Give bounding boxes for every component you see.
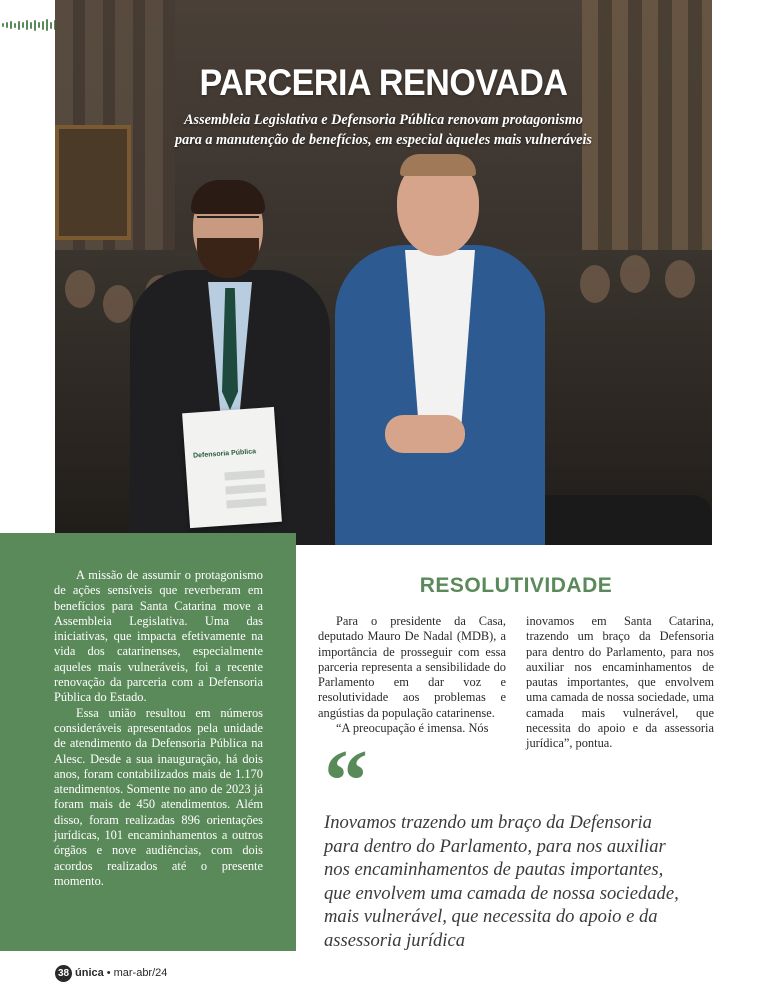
section-heading: RESOLUTIVIDADE [419,574,613,597]
magazine-brand: única [75,967,104,979]
article-paragraph: inovamos em Santa Catarina, trazendo um braço da Defensoria para dentro do Parlamento, para nos auxiliar nos encaminhamentos de pautas importantes, que envolvem uma camada de nossa sociedade, uma camada mais vulnerável, que necessita do apoio e da assessoria jurídica”, pontua. [526,614,714,751]
article-subtitle: Assembleia Legislativa e Defensoria Pública renovam protagonismo para a manutenção de benefícios, em especial àqueles mais vulneráveis [175,112,592,148]
page-footer [55,965,167,981]
quote-icon: “ [324,733,368,830]
sidebar-paragraph: Essa união resultou em números consideráveis apresentados pela unidade de atendimento da Defensoria Pública na Alesc. Desde a sua inauguração, há dois anos, foram contabilizados mais de 1.170 atendimentos. Somente no ano de 2023 já foram mais de 450 atendimentos. Além disso, foram realizadas 896 orientações jurídicas, 101 encaminhamentos a outros órgãos e nove audiências, com dois acordos realizados até o presente momento. [54,705,263,888]
pull-quote: Inovamos trazendo um braço da Defensoria para dentro do Parlamento, para nos auxiliar nos encaminhamentos de pautas importantes, que envolvem uma camada de nossa sociedade, mais vulnerável, que necessita do apoio e da assessoria jurídica [324,812,679,951]
defensoria-document: Defensoria Pública [182,407,282,528]
article-column-2 [526,614,714,752]
sidebar-paragraph: A missão de assumir o protagonismo de ações sensíveis que reverberam em benefícios para Santa Catarina move a Assembleia Legislativa. Uma das iniciativas, que impacta efetivamente na vida dos catarinenses, especialmente aqueles mais vulneráveis, foi a recente renovação da parceria com a Defensoria Pública do Estado. [54,568,263,705]
article-title: PARCERIA RENOVADA [199,62,568,103]
issue-date: mar-abr/24 [113,967,168,979]
footer-separator: • [106,967,111,979]
article-paragraph: “A preocupação é imensa. Nós [336,721,489,736]
page-number: 38 [55,965,72,982]
clasped-hands [385,415,465,453]
article-column-1 [318,614,506,736]
article-paragraph: Para o presidente da Casa, deputado Mauro De Nadal (MDB), a importância de prosseguir com essa parceria representa a sensibilidade do Parlamento em dar voz e resolutividade aos problemas e angústias da população catarinense. [318,614,506,720]
sidebar-text [54,568,263,889]
glasses-icon [197,216,259,226]
